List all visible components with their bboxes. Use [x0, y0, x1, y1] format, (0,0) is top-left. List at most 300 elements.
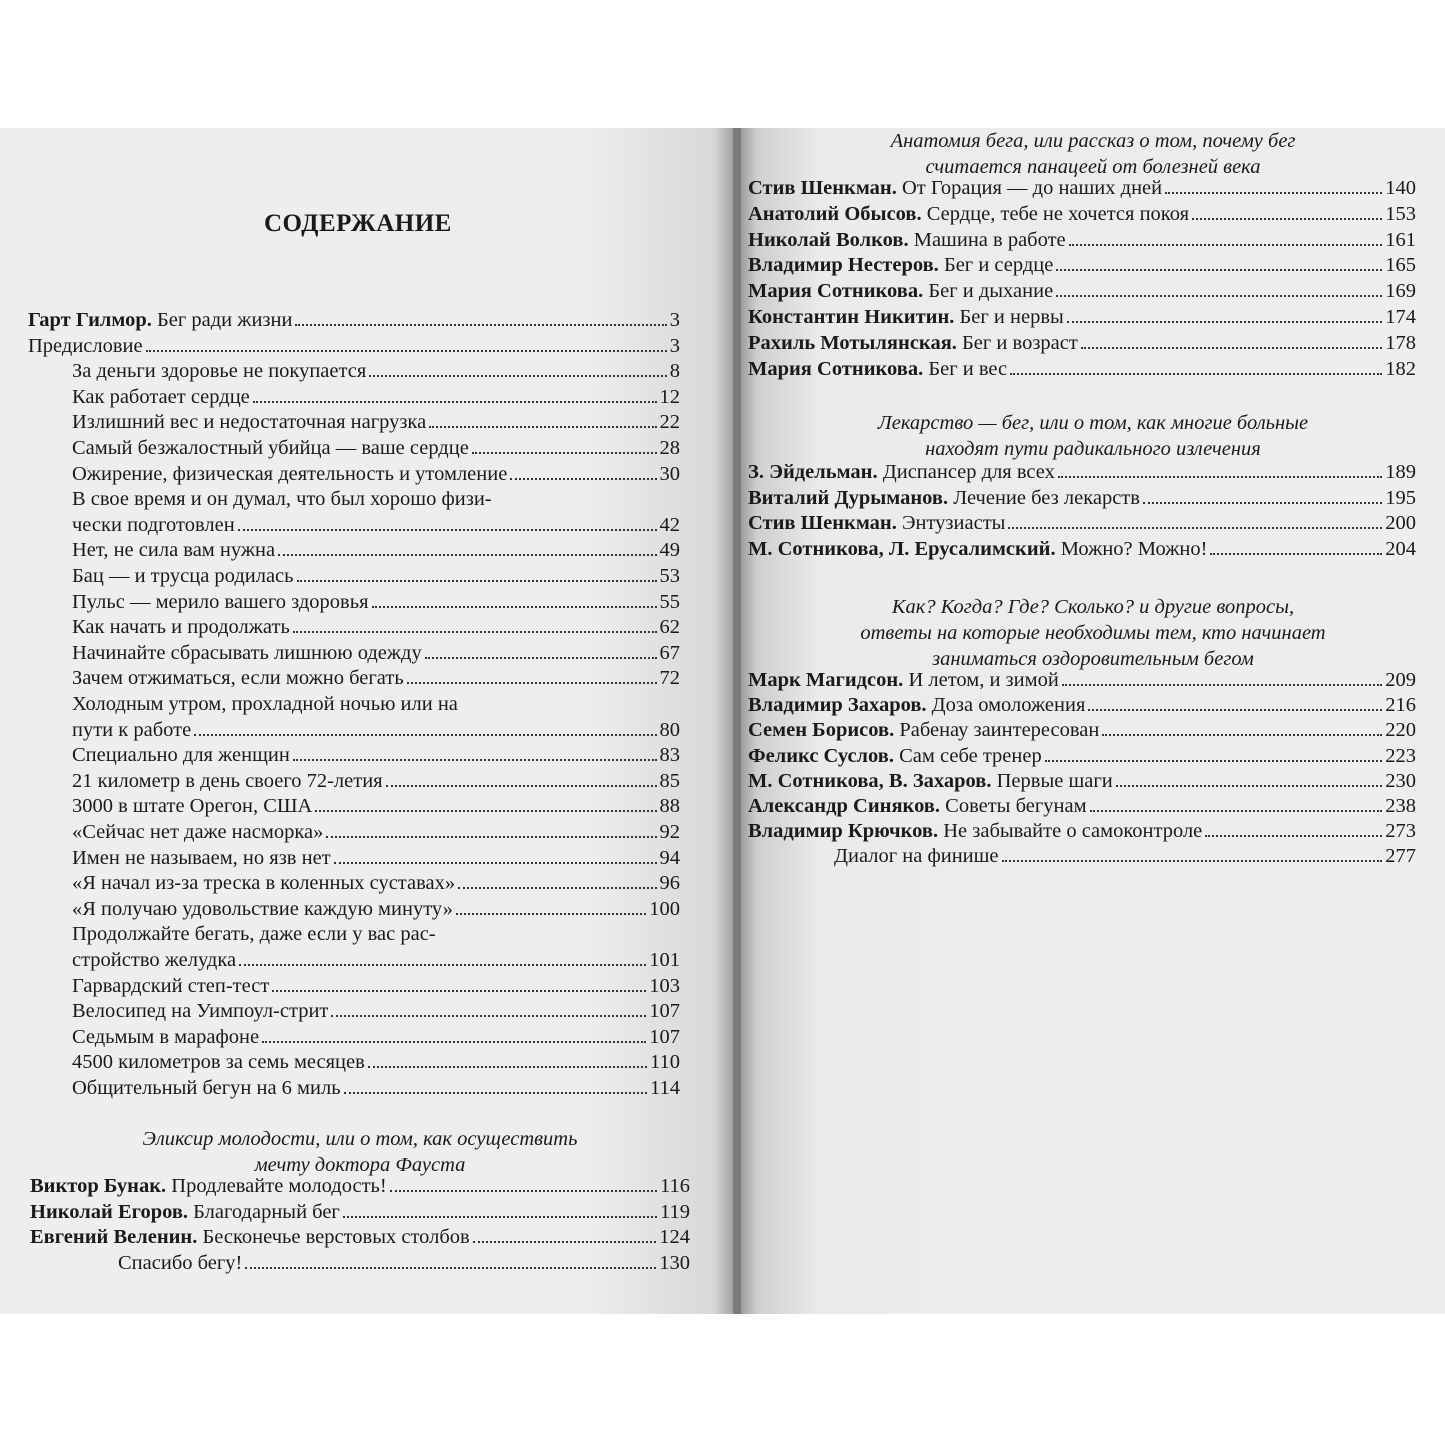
toc-page-number: 22: [659, 411, 680, 434]
toc-leader-dots: [510, 478, 656, 480]
toc-page-number: 195: [1385, 486, 1416, 509]
toc-page-number: 8: [669, 360, 680, 383]
toc-entry-title: [748, 357, 1007, 381]
section-heading-anatomy: [748, 128, 1438, 180]
toc-entry-text: Сам себе тренер: [894, 744, 1042, 767]
toc-entry-title: [834, 844, 999, 868]
section-heading-line: мечту доктора Фауста: [254, 1154, 466, 1176]
toc-page-number: 80: [659, 718, 680, 741]
toc-entry: [748, 174, 1416, 200]
toc-entry-text: Бац — и трусца родилась: [72, 565, 294, 587]
toc-entry: [28, 844, 680, 870]
toc-entry: [28, 818, 680, 844]
toc-page-number: 140: [1385, 177, 1416, 199]
toc-entry-author: Гарт Гилмор.: [28, 309, 152, 331]
toc-leader-dots: [369, 375, 667, 377]
toc-entry: [748, 666, 1416, 692]
toc-page-number: 62: [659, 616, 680, 639]
toc-page-number: 189: [1385, 461, 1416, 483]
toc-leader-dots: [1045, 760, 1383, 762]
toc-page-number: 55: [659, 590, 680, 613]
toc-entry-title: [72, 974, 269, 998]
toc-entry-author: Владимир Захаров.: [748, 694, 927, 717]
toc-entry-text: Спасибо бегу!: [118, 1251, 243, 1274]
toc-entry-text: Продолжайте бегать, даже если у вас рас-: [72, 923, 436, 946]
toc-page-number: 116: [660, 1175, 690, 1197]
toc-entry-title: [72, 718, 191, 742]
toc-entry-title: [748, 279, 1053, 303]
toc-entry: [28, 332, 680, 358]
toc-entry-title: [748, 305, 1064, 329]
toc-page-number: 30: [659, 462, 680, 485]
toc-entry-title: [28, 334, 143, 358]
toc-entry: [28, 460, 680, 486]
toc-entry-text: Лечение без лекарств: [948, 486, 1140, 509]
toc-entry-text: Излишний вес и недостаточная нагрузка: [72, 411, 427, 434]
toc-entry-title: [72, 999, 328, 1023]
toc-entry: [28, 383, 680, 409]
toc-page-number: 178: [1385, 331, 1416, 354]
toc-entry: [28, 767, 680, 793]
section-heading-line: Анатомия бега, или рассказ о том, почему бег: [890, 130, 1296, 152]
toc-page-number: 220: [1385, 719, 1416, 742]
toc-page-number: 101: [649, 949, 680, 971]
toc-page-number: 100: [649, 897, 680, 920]
toc-entry-title: [748, 668, 1059, 692]
toc-entry: [28, 639, 680, 665]
toc-entry-title: [72, 666, 404, 690]
toc-entry: [28, 895, 680, 921]
toc-entry: [748, 792, 1416, 818]
toc-entry-author: Мария Сотникова.: [748, 357, 924, 380]
toc-leader-dots: [239, 964, 646, 966]
toc-entry: [748, 742, 1416, 768]
toc-leader-dots: [1058, 476, 1382, 478]
toc-entry-author: Константин Никитин.: [748, 306, 955, 328]
toc-page-number: 107: [649, 1000, 680, 1023]
toc-leader-dots: [473, 1241, 657, 1243]
toc-entry-text: Как работает сердце: [72, 385, 250, 408]
toc-leader-dots: [1090, 810, 1383, 812]
toc-leader-dots: [429, 426, 656, 428]
toc-leader-dots: [1088, 709, 1382, 711]
toc-entry-text: «Сейчас нет даже насморка»: [72, 821, 324, 843]
toc-entry: [28, 1074, 680, 1100]
toc-entry: [28, 972, 680, 998]
toc-entry-title: [748, 202, 1189, 226]
toc-entry-title: [72, 436, 469, 460]
toc-entry-title: [72, 513, 235, 537]
toc-entry: [748, 251, 1416, 277]
section-heading-line: ответы на которые необходимы тем, кто начинает: [860, 622, 1326, 644]
toc-entry-title: [748, 511, 1005, 535]
toc-entry-title: [72, 846, 331, 870]
toc-page-number: 3: [669, 309, 680, 331]
toc-entry-text: Диалог на финише: [834, 845, 999, 868]
toc-entry-text: «Я получаю удовольствие каждую минуту»: [72, 897, 453, 920]
toc-entry-author: Стив Шенкман.: [748, 512, 897, 535]
toc-leader-dots: [1002, 860, 1383, 862]
toc-entry-title: [28, 308, 292, 332]
toc-entry: [28, 434, 680, 460]
toc-leader-dots: [1056, 269, 1382, 271]
toc-page-number: 165: [1385, 254, 1416, 277]
toc-entry-title: [748, 331, 1078, 355]
toc-entry-text: Предисловие: [28, 334, 143, 357]
toc-entry-text: Имен не называем, но язв нет: [72, 846, 331, 869]
toc-entry: [30, 1172, 690, 1198]
toc-entry-text: Советы бегунам: [940, 795, 1087, 817]
toc-entry: [28, 485, 680, 511]
toc-entry: [28, 613, 680, 639]
toc-leader-dots: [390, 1190, 657, 1192]
toc-entry-title: [748, 718, 1099, 742]
toc-entry-title: [72, 1050, 365, 1074]
toc-entry-text: Можно? Можно!: [1055, 537, 1208, 560]
toc-entry: [748, 842, 1416, 868]
toc-entry-title: [72, 948, 236, 972]
toc-page-number: 124: [659, 1226, 690, 1249]
toc-entry-text: Как начать и продолжать: [72, 616, 290, 639]
toc-entry-text: Бег и нервы: [954, 306, 1064, 328]
toc-leader-dots: [343, 1216, 657, 1218]
toc-leader-dots: [368, 1066, 647, 1068]
toc-entry-title: [748, 176, 1162, 200]
toc-page-number: 174: [1385, 306, 1416, 328]
toc-entry-text: Холодным утром, прохладной ночью или на: [72, 693, 458, 715]
toc-entry-text: И летом, и зимой: [903, 669, 1059, 691]
toc-entry-text: 21 километр в день своего 72-летия: [72, 769, 383, 792]
toc-leader-dots: [1205, 835, 1382, 837]
toc-entry-text: Общительный бегун на 6 миль: [72, 1077, 341, 1099]
toc-entry: [748, 817, 1416, 843]
toc-leader-dots: [372, 606, 657, 608]
toc-leader-dots: [1210, 553, 1382, 555]
toc-page-number: 88: [659, 795, 680, 818]
toc-page-number: 110: [650, 1051, 680, 1074]
toc-page-number: 114: [650, 1077, 680, 1099]
toc-entry-author: Феликс Суслов.: [748, 744, 894, 767]
toc-entry-title: [72, 1076, 341, 1100]
toc-leader-dots: [238, 529, 657, 531]
toc-entry-text: Доза омоложения: [926, 694, 1086, 717]
toc-entry-author: Николай Волков.: [748, 228, 909, 251]
toc-entry-title: [748, 253, 1053, 277]
toc-page-number: 209: [1385, 669, 1416, 691]
toc-page-number: 230: [1385, 769, 1416, 792]
toc-page-number: 83: [659, 744, 680, 767]
toc-leader-dots: [458, 887, 656, 889]
toc-leader-dots: [407, 682, 657, 684]
toc-entry-author: Семен Борисов.: [748, 719, 895, 742]
toc-entry-author: Владимир Крючков.: [748, 820, 939, 843]
toc-page-number: 153: [1385, 202, 1416, 225]
section-heading-line: находят пути радикального излечения: [925, 438, 1261, 460]
toc-leader-dots: [293, 631, 657, 633]
toc-leader-dots: [262, 1041, 646, 1043]
toc-entry-text: За деньги здоровье не покупается: [72, 360, 367, 383]
toc-page-number: 238: [1385, 795, 1416, 817]
toc-entry-text: Пульс — мерило вашего здоровья: [72, 590, 369, 613]
toc-entry-title: [72, 922, 436, 946]
section-heading-questions: [748, 594, 1438, 672]
toc-entry-title: [748, 794, 1087, 818]
toc-entry-title: [748, 744, 1042, 768]
toc-entry-author: Евгений Веленин.: [30, 1226, 198, 1249]
toc-entry: [28, 1023, 680, 1049]
toc-leader-dots: [1143, 502, 1382, 504]
toc-page-number: 277: [1385, 845, 1416, 868]
toc-entry-author: М. Сотникова, Л. Ерусалимский.: [748, 537, 1056, 560]
toc-entry: [28, 536, 680, 562]
toc-entry-title: [30, 1200, 340, 1224]
toc-leader-dots: [334, 862, 657, 864]
toc-leader-dots: [1165, 192, 1382, 194]
toc-entry-text: Бег и сердце: [938, 254, 1054, 277]
toc-leader-dots: [472, 452, 657, 454]
toc-entry-text: Машина в работе: [908, 228, 1066, 251]
toc-entry-title: [72, 487, 492, 511]
toc-entry-text: 4500 километров за семь месяцев: [72, 1051, 365, 1074]
toc-entry-title: [72, 769, 383, 793]
toc-entry-title: [72, 462, 507, 486]
toc-entry-text: Сердце, тебе не хочется покоя: [921, 202, 1190, 225]
toc-entry-title: [72, 820, 323, 844]
toc-entry-text: В свое время и он думал, что был хорошо физи-: [72, 488, 492, 511]
toc-leader-dots: [272, 990, 646, 992]
toc-page-number: 273: [1385, 820, 1416, 843]
toc-entry-title: [748, 460, 1055, 484]
toc-entry: [28, 357, 680, 383]
toc-entry-text: Бег и вес: [923, 357, 1008, 380]
toc-entry-text: Первые шаги: [991, 769, 1113, 792]
toc-entry-text: Седьмым в марафоне: [72, 1025, 260, 1048]
toc-entry-author: Виктор Бунак.: [30, 1175, 167, 1197]
toc-entry-title: [30, 1174, 387, 1198]
toc-entry-text: Начинайте сбрасывать лишнюю одежду: [72, 641, 422, 664]
toc-entry-title: [748, 693, 1085, 717]
toc-leader-dots: [1010, 373, 1382, 375]
toc-entry-author: М. Сотникова, В. Захаров.: [748, 769, 992, 792]
toc-entry: [30, 1198, 690, 1224]
toc-leader-dots: [293, 759, 657, 761]
toc-page-number: 161: [1385, 228, 1416, 251]
page-title: СОДЕРЖАНИЕ: [264, 210, 452, 237]
toc-entry: [748, 767, 1416, 793]
toc-page-number: 204: [1385, 537, 1416, 560]
toc-entry-title: [72, 897, 453, 921]
toc-leader-dots: [146, 350, 667, 352]
toc-entry-title: [72, 615, 290, 639]
toc-entry-title: [72, 410, 426, 434]
toc-leader-dots: [456, 913, 646, 915]
toc-leader-dots: [278, 554, 656, 556]
toc-entry: [748, 535, 1416, 561]
toc-leader-dots: [1056, 295, 1382, 297]
toc-entry: [748, 303, 1416, 329]
toc-entry-text: Ожирение, физическая деятельность и утомление: [72, 462, 508, 485]
toc-entry-text: От Горация — до наших дней: [896, 177, 1163, 199]
toc-entry: [748, 329, 1416, 355]
toc-entry-text: Зачем отжиматься, если можно бегать: [72, 667, 404, 690]
toc-entry-title: [72, 359, 366, 383]
toc-entry: [748, 458, 1416, 484]
toc-leader-dots: [1008, 527, 1382, 529]
toc-entry-title: [748, 486, 1140, 510]
toc-entry-title: [30, 1225, 470, 1249]
toc-entry: [748, 200, 1416, 226]
toc-entry-text: Диспансер для всех: [877, 461, 1055, 483]
toc-page-number: 49: [659, 539, 680, 562]
toc-page-number: 67: [659, 641, 680, 664]
toc-entry-text: стройство желудка: [72, 949, 237, 971]
toc-page-number: 107: [649, 1025, 680, 1048]
toc-entry: [28, 511, 680, 537]
toc-leader-dots: [253, 401, 657, 403]
toc-entry-text: Велосипед на Уимпоул-стрит: [72, 1000, 329, 1023]
toc-entry: [748, 691, 1416, 717]
toc-entry: [28, 306, 680, 332]
toc-entry: [28, 946, 680, 972]
toc-page-number: 42: [659, 513, 680, 536]
toc-page-number: 96: [659, 872, 680, 895]
toc-entry: [28, 997, 680, 1023]
toc-entry: [28, 869, 680, 895]
section-heading-line: Эликсир молодости, или о том, как осуществить: [142, 1128, 578, 1150]
toc-entry-author: Виталий Дурыманов.: [748, 486, 949, 509]
toc-entry-title: [72, 743, 290, 767]
toc-leader-dots: [1102, 734, 1382, 736]
toc-entry: [28, 664, 680, 690]
toc-entry-text: Специально для женщин: [72, 744, 290, 767]
toc-entry-title: [118, 1251, 242, 1275]
toc-entry: [28, 588, 680, 614]
toc-entry-text: Самый безжалостный убийца — ваше сердце: [72, 437, 469, 459]
book-gutter: [733, 128, 741, 1314]
section-heading-medicine: [748, 410, 1438, 462]
toc-entry: [28, 690, 680, 716]
toc-leader-dots: [1116, 785, 1383, 787]
section-heading-line: считается панацеей от болезней века: [925, 156, 1261, 178]
toc-page-number: 216: [1385, 694, 1416, 717]
toc-page-number: 72: [659, 667, 680, 690]
toc-entry-author: Мария Сотникова.: [748, 280, 924, 303]
toc-entry-text: Бег и возраст: [956, 331, 1078, 354]
toc-entry-text: чески подготовлен: [72, 513, 235, 536]
toc-page-number: 12: [659, 385, 680, 408]
toc-entry-text: Не забывайте о самоконтроле: [938, 820, 1203, 843]
toc-entry: [748, 277, 1416, 303]
section-heading-line: Лекарство — бег, или о том, как многие больные: [877, 412, 1309, 434]
toc-leader-dots: [331, 1015, 646, 1017]
toc-entry-text: Нет, не сила вам нужна: [72, 539, 276, 562]
toc-leader-dots: [297, 580, 657, 582]
toc-entry: [28, 716, 680, 742]
toc-entry: [28, 741, 680, 767]
toc-entry-title: [72, 590, 369, 614]
toc-entry: [748, 509, 1416, 535]
toc-page-number: 85: [659, 769, 680, 792]
toc-page-number: 28: [659, 437, 680, 459]
toc-entry-text: Рабенау заинтересован: [894, 719, 1100, 742]
toc-entry-author: Стив Шенкман.: [748, 177, 897, 199]
toc-leader-dots: [326, 836, 656, 838]
toc-leader-dots: [1069, 244, 1383, 246]
toc-entry-title: [72, 692, 458, 716]
section-heading-line: заниматься оздоровительным бегом: [932, 648, 1254, 670]
toc-entry-author: Владимир Нестеров.: [748, 254, 939, 277]
toc-entry-title: [72, 385, 250, 409]
toc-entry-title: [72, 1025, 259, 1049]
toc-entry-title: [748, 228, 1066, 252]
toc-entry-text: Гарвардский степ-тест: [72, 974, 270, 997]
toc-entry: [28, 920, 680, 946]
section-heading-line: Как? Когда? Где? Сколько? и другие вопросы,: [891, 596, 1295, 618]
toc-page-number: 200: [1385, 512, 1416, 535]
toc-leader-dots: [295, 324, 666, 326]
toc-entry-author: З. Эйдельман.: [748, 461, 878, 483]
toc-entry-text: Благодарный бег: [188, 1200, 340, 1223]
toc-page-number: 119: [660, 1200, 690, 1223]
toc-page-number: 103: [649, 974, 680, 997]
toc-leader-dots: [425, 657, 657, 659]
toc-leader-dots: [194, 734, 656, 736]
toc-leader-dots: [386, 785, 657, 787]
toc-leader-dots: [1081, 347, 1382, 349]
toc-page-number: 169: [1385, 280, 1416, 303]
toc-entry-text: Бесконечье верстовых столбов: [197, 1226, 470, 1249]
toc-entry-text: Бег и дыхание: [923, 280, 1054, 303]
toc-leader-dots: [1062, 684, 1382, 686]
toc-entry-title: [72, 564, 294, 588]
toc-entry: [28, 792, 680, 818]
toc-page-number: 92: [659, 821, 680, 843]
toc-entry-author: Александр Синяков.: [748, 795, 941, 817]
toc-entry: [748, 355, 1416, 381]
toc-entry-title: [72, 641, 422, 665]
toc-page-number: 3: [669, 334, 680, 357]
toc-entry-title: [72, 794, 312, 818]
toc-page-number: 223: [1385, 744, 1416, 767]
toc-leader-dots: [245, 1267, 656, 1269]
toc-entry: [28, 1048, 680, 1074]
toc-entry: [748, 226, 1416, 252]
toc-entry-title: [748, 537, 1207, 561]
toc-page-number: 94: [659, 846, 680, 869]
toc-entry-author: Анатолий Обысов.: [748, 202, 922, 225]
toc-entry-title: [748, 769, 1113, 793]
section-heading-elixir: [30, 1126, 690, 1178]
toc-entry-text: Бег ради жизни: [151, 309, 293, 331]
toc-leader-dots: [315, 810, 656, 812]
toc-entry-text: 3000 в штате Орегон, США: [72, 795, 313, 818]
toc-entry: [30, 1223, 690, 1249]
toc-page-number: 130: [659, 1251, 690, 1274]
toc-entry-text: Продлевайте молодость!: [166, 1175, 387, 1197]
toc-entry: [28, 562, 680, 588]
toc-entry: [28, 408, 680, 434]
toc-entry-text: «Я начал из-за треска в коленных суставах»: [72, 872, 456, 895]
toc-entry-author: Рахиль Мотылянская.: [748, 331, 957, 354]
toc-entry: [748, 484, 1416, 510]
toc-entry-author: Марк Магидсон.: [748, 669, 904, 691]
toc-page-number: 53: [659, 565, 680, 587]
toc-entry: [748, 716, 1416, 742]
toc-entry-title: [748, 819, 1202, 843]
toc-entry-text: Энтузиасты: [896, 512, 1006, 535]
toc-entry-title: [72, 871, 455, 895]
toc-entry-text: пути к работе: [72, 718, 192, 741]
